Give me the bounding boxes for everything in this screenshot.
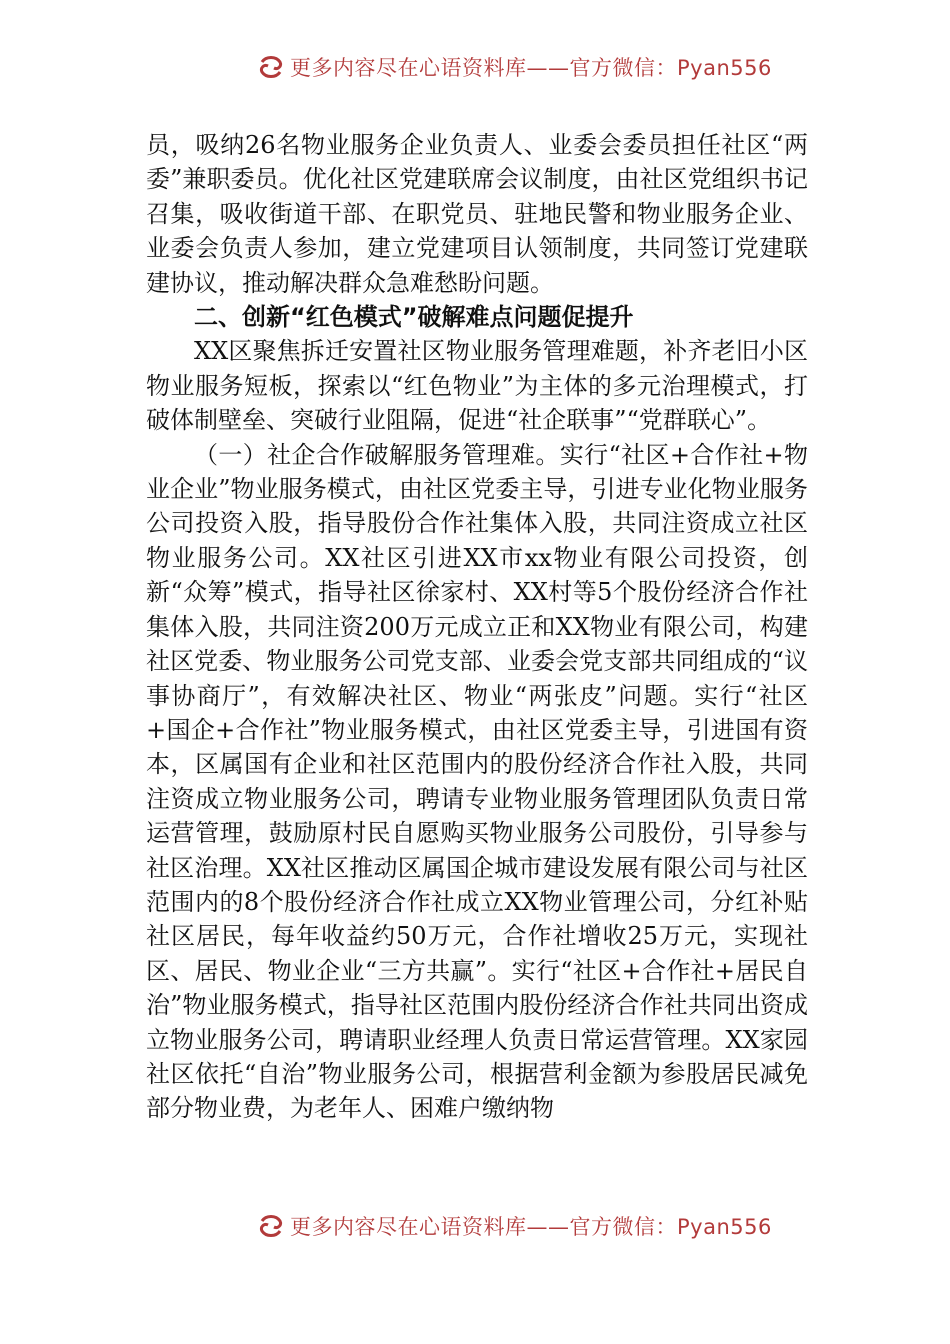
paragraph-continuation: 员，吸纳26名物业服务企业负责人、业委会委员担任社区“两委”兼职委员。优化社区党建联席会议制度，由社区党组织书记召集，吸收街道干部、在职党员、驻地民警和物业服务企业、业委会负责人参加，建立党建项目认领制度，共同签订党建联建协议，推动解决群众急难愁盼问题。 — [146, 131, 808, 297]
swirl-logo-icon — [258, 1213, 284, 1239]
header-watermark-text: 更多内容尽在心语资料库——官方微信：Pyan556 — [290, 56, 772, 80]
swirl-logo-icon — [258, 54, 284, 80]
footer-watermark-banner — [0, 1211, 950, 1241]
section-heading: 二、创新“红色模式”破解难点问题促提升 — [194, 303, 634, 332]
footer-watermark-text: 更多内容尽在心语资料库——官方微信：Pyan556 — [290, 1215, 772, 1239]
header-watermark-banner — [0, 52, 950, 82]
paragraph-subsection-1: （一）社企合作破解服务管理难。实行“社区+合作社+物业企业”物业服务模式，由社区党委主导，引进专业化物业服务公司投资入股，指导股份合作社集体入股，共同注资成立社区物业服务公司。XX社区引进XX市xx物业有限公司投资，创新“众筹”模式，指导社区徐家村、XX村等5个股份经济合作社集体入股，共同注资200万元成立正和XX物业有限公司，构建社区党委、物业服务公司党支部、业委会党支部共同组成的“议事协商厅”，有效解决社区、物业“两张皮”问题。实行“社区+国企+合作社”物业服务模式，由社区党委主导，引进国有资本，区属国有企业和社区范围内的股份经济合作社入股，共同注资成立物业服务公司，聘请专业物业服务管理团队负责日常运营管理，鼓励原村民自愿购买物业服务公司股份，引导参与社区治理。XX社区推动区属国企城市建设发展有限公司与社区范围内的8个股份经济合作社成立XX物业管理公司，分红补贴社区居民，每年收益约50万元，合作社增收25万元，实现社区、居民、物业企业“三方共赢”。实行“社区+合作社+居民自治”物业服务模式，指导社区范围内股份经济合作社共同出资成立物业服务公司，聘请职业经理人负责日常运营管理。XX家园社区依托“自治”物业服务公司，根据营利金额为参股居民减免部分物业费，为老年人、困难户缴纳物 — [146, 440, 808, 1123]
paragraph-intro: XX区聚焦拆迁安置社区物业服务管理难题，补齐老旧小区物业服务短板，探索以“红色物业”为主体的多元治理模式，打破体制壁垒、突破行业阻隔，促进“社企联事”“党群联心”。 — [146, 337, 808, 435]
document-body — [146, 128, 808, 1126]
